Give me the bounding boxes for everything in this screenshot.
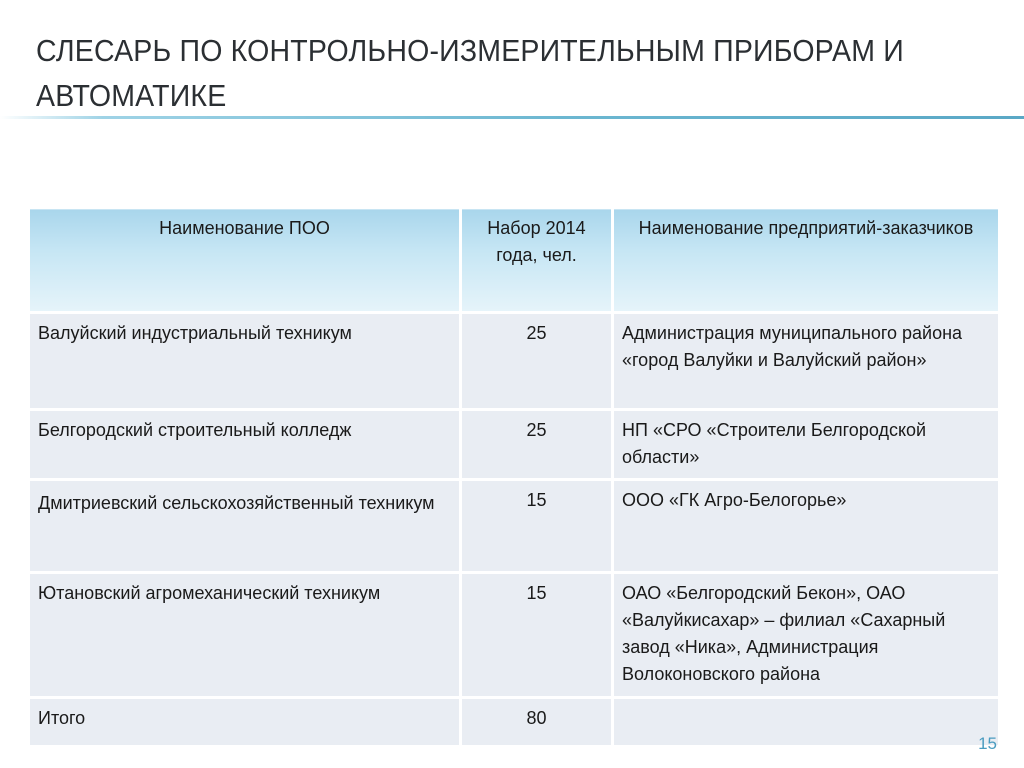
table-row bbox=[29, 410, 1000, 480]
institution-name: Валуйский индустриальный техникум bbox=[29, 313, 461, 410]
enrollment-count: 25 bbox=[461, 410, 613, 480]
admission-table bbox=[27, 206, 1001, 748]
table-row bbox=[29, 313, 1000, 410]
institution-name: Дмитриевский сельскохозяйственный техникум bbox=[29, 480, 461, 573]
institution-name: Белгородский строительный колледж bbox=[29, 410, 461, 480]
slide-title: СЛЕСАРЬ ПО КОНТРОЛЬНО-ИЗМЕРИТЕЛЬНЫМ ПРИБОРАМ И АВТОМАТИКЕ bbox=[36, 33, 904, 113]
title-divider bbox=[0, 116, 1024, 119]
enrollment-count: 25 bbox=[461, 313, 613, 410]
customer-list: ОАО «Белгородский Бекон», ОАО «Валуйкисахар» – филиал «Сахарный завод «Ника», Администрация Волоконовского района bbox=[613, 573, 1000, 698]
table-row bbox=[29, 573, 1000, 698]
page-number: 15 bbox=[978, 734, 997, 753]
total-label: Итого bbox=[29, 698, 461, 747]
header-customers: Наименование предприятий-заказчиков bbox=[613, 208, 1000, 313]
enrollment-count: 15 bbox=[461, 573, 613, 698]
institution-name: Ютановский агромеханический техникум bbox=[29, 573, 461, 698]
table-row bbox=[29, 480, 1000, 573]
enrollment-count: 15 bbox=[461, 480, 613, 573]
total-empty-cell bbox=[613, 698, 1000, 747]
table-total-row bbox=[29, 698, 1000, 747]
customer-list: Администрация муниципального района «город Валуйки и Валуйский район» bbox=[613, 313, 1000, 410]
header-enrollment: Набор 2014 года, чел. bbox=[461, 208, 613, 313]
total-count: 80 bbox=[461, 698, 613, 747]
header-institution: Наименование ПОО bbox=[29, 208, 461, 313]
table-header-row bbox=[29, 208, 1000, 313]
customer-list: ООО «ГК Агро-Белогорье» bbox=[613, 480, 1000, 573]
customer-list: НП «СРО «Строители Белгородской области» bbox=[613, 410, 1000, 480]
